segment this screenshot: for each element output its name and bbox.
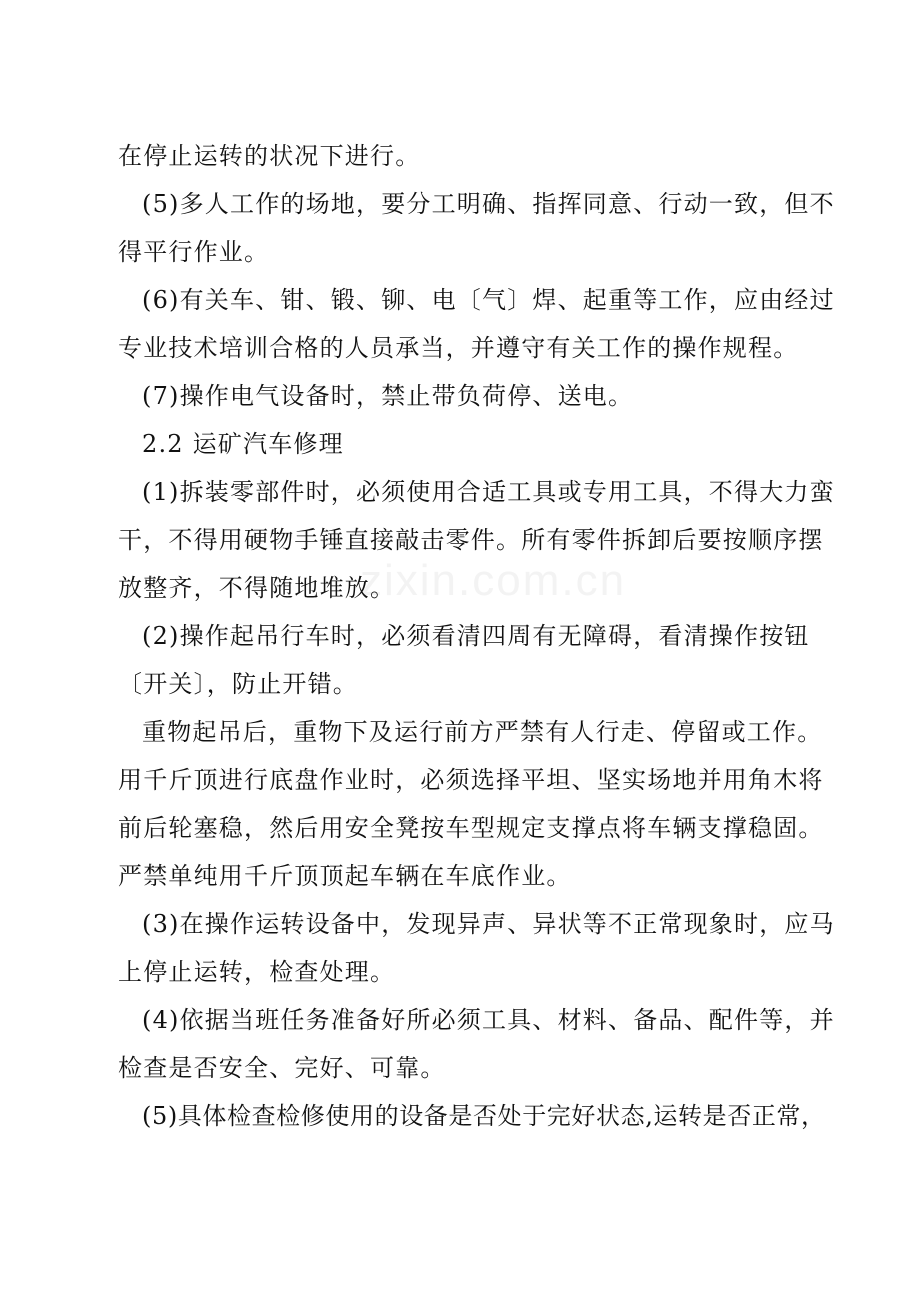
text-line: 用千斤顶进行底盘作业时，必须选择平坦、坚实场地并用角木将 bbox=[118, 766, 824, 794]
text-line: 重物起吊后，重物下及运行前方严禁有人行走、停留或工作。 bbox=[142, 718, 823, 746]
text-line: 得平行作业。 bbox=[118, 238, 270, 266]
text-line: 放整齐，不得随地堆放。 bbox=[118, 574, 396, 602]
text-line: 严禁单纯用千斤顶顶起车辆在车底作业。 bbox=[118, 862, 572, 890]
text-line: (1)拆装零部件时，必须使用合适工具或专用工具，不得大力蛮 bbox=[142, 478, 835, 506]
text-line: 上停止运转，检查处理。 bbox=[118, 958, 396, 986]
text-line: 前后轮塞稳，然后用安全凳按车型规定支撑点将车辆支撑稳固。 bbox=[118, 814, 824, 842]
text-line: (5)多人工作的场地，要分工明确、指挥同意、行动一致，但不 bbox=[142, 190, 835, 218]
text-line: 〔开关〕，防止开错。 bbox=[118, 670, 358, 698]
text-line: 干，不得用硬物手锤直接敲击零件。所有零件拆卸后要按顺序摆 bbox=[118, 526, 824, 554]
text-line: (2)操作起吊行车时，必须看清四周有无障碍，看清操作按钮 bbox=[142, 622, 810, 650]
watermark: zixin.com.cn bbox=[360, 556, 627, 605]
text-line: 检查是否安全、完好、可靠。 bbox=[118, 1054, 446, 1082]
text-line: 专业技术培训合格的人员承当，并遵守有关工作的操作规程。 bbox=[118, 334, 799, 362]
text-line: (6)有关车、钳、锻、铆、电〔气〕焊、起重等工作，应由经过 bbox=[142, 286, 835, 314]
section-heading: 2.2 运矿汽车修理 bbox=[142, 430, 344, 458]
text-line: 在停止运转的状况下进行。 bbox=[118, 142, 421, 170]
text-line: (3)在操作运转设备中，发现异声、异状等不正常现象时，应马 bbox=[142, 910, 835, 938]
text-line: (7)操作电气设备时，禁止带负荷停、送电。 bbox=[142, 382, 634, 410]
text-line: (4)依据当班任务准备好所必须工具、材料、备品、配件等，并 bbox=[142, 1006, 835, 1034]
text-line: (5)具体检查检修使用的设备是否处于完好状态,运转是否正常， bbox=[142, 1102, 826, 1130]
